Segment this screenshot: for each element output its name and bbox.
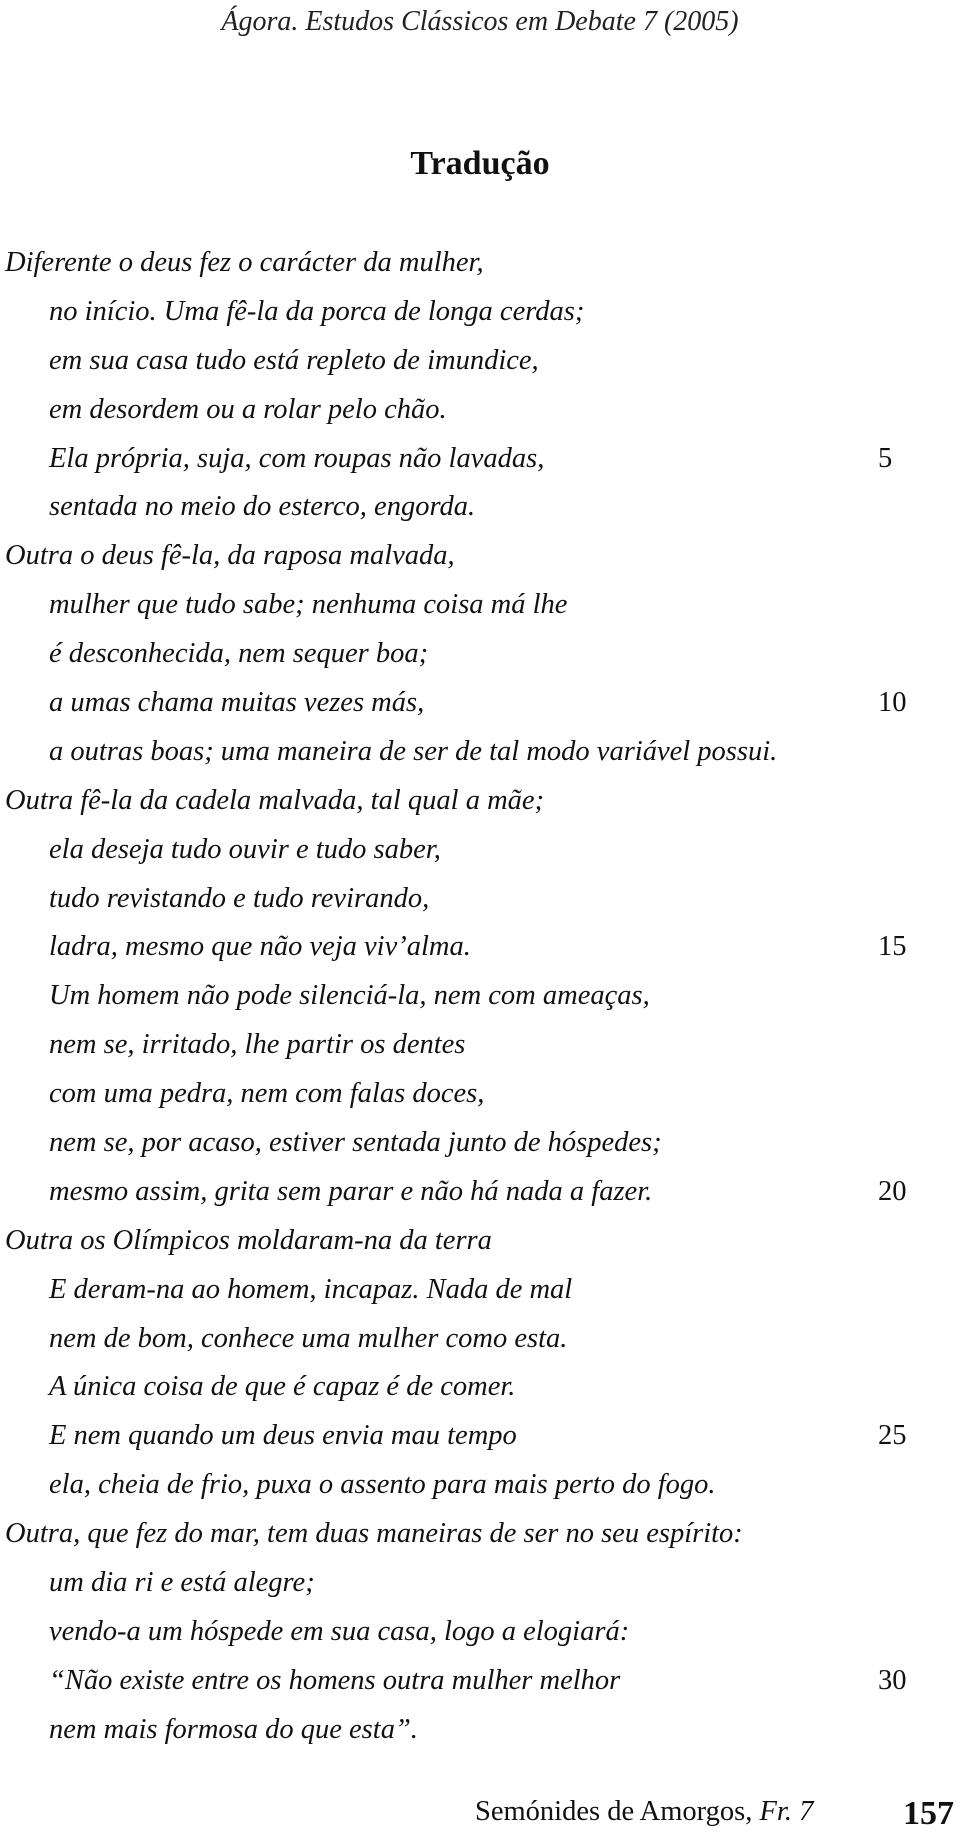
poem-line xyxy=(0,1168,960,1217)
line-number: 30 xyxy=(878,1664,907,1696)
poem-line-text: a outras boas; uma maneira de ser de tal modo variável possui. xyxy=(49,735,778,767)
poem-line-text: é desconhecida, nem sequer boa; xyxy=(49,638,429,670)
poem-line xyxy=(0,630,960,679)
poem-line xyxy=(0,923,960,972)
poem-line xyxy=(0,826,960,875)
line-number: 5 xyxy=(878,442,893,474)
page-title: Tradução xyxy=(410,145,550,182)
poem-body xyxy=(0,239,960,1755)
poem-line xyxy=(0,532,960,581)
poem-line-text: Outra os Olímpicos moldaram-na da terra xyxy=(5,1224,492,1256)
poem-line-text: sentada no meio do esterco, engorda. xyxy=(49,491,476,523)
journal-title: Ágora. Estudos Clássicos em Debate 7 (2005) xyxy=(221,6,739,37)
poem-line-text: tudo revistando e tudo revirando, xyxy=(49,882,430,914)
poem-line-text: mulher que tudo sabe; nenhuma coisa má lhe xyxy=(49,589,568,621)
poem-line-text: Outra fê-la da cadela malvada, tal qual a mãe; xyxy=(5,784,545,816)
poem-line-text: mesmo assim, grita sem parar e não há nada a fazer. xyxy=(49,1175,653,1207)
poem-line xyxy=(0,1559,960,1608)
footer-fragment: Fr. 7 xyxy=(759,1796,814,1827)
poem-line-text: Um homem não pode silenciá-la, nem com ameaças, xyxy=(49,980,650,1012)
poem-line-text: nem se, irritado, lhe partir os dentes xyxy=(49,1029,466,1061)
poem-line xyxy=(0,288,960,337)
poem-line-text: Outra, que fez do mar, tem duas maneiras de ser no seu espírito: xyxy=(5,1518,743,1550)
poem-line xyxy=(0,1608,960,1657)
poem-line xyxy=(0,581,960,630)
poem-line-text: ela deseja tudo ouvir e tudo saber, xyxy=(49,833,441,865)
poem-line xyxy=(0,337,960,386)
poem-line-text: vendo-a um hóspede em sua casa, logo a elogiará: xyxy=(49,1615,630,1647)
poem-line-text: Ela própria, suja, com roupas não lavadas, xyxy=(49,442,545,474)
poem-line xyxy=(0,1119,960,1168)
poem-line-text: Outra o deus fê-la, da raposa malvada, xyxy=(5,540,455,572)
poem-line-text: E deram-na ao homem, incapaz. Nada de mal xyxy=(49,1273,573,1305)
poem-line-text: ladra, mesmo que não veja viv’alma. xyxy=(49,931,471,963)
poem-line-text: nem mais formosa do que esta”. xyxy=(49,1713,418,1745)
poem-line-text: nem de bom, conhece uma mulher como esta. xyxy=(49,1322,568,1354)
poem-line xyxy=(0,1363,960,1412)
poem-line xyxy=(0,483,960,532)
poem-line xyxy=(0,1021,960,1070)
poem-line-text: com uma pedra, nem com falas doces, xyxy=(49,1078,485,1110)
poem-line-text: Diferente o deus fez o carácter da mulher, xyxy=(5,247,484,278)
poem-line-text: a umas chama muitas vezes más, xyxy=(49,687,425,719)
footer-citation xyxy=(475,1792,813,1832)
poem-line xyxy=(0,239,960,288)
poem-line-text: em sua casa tudo está repleto de imundice, xyxy=(49,344,539,376)
poem-line xyxy=(0,435,960,484)
poem-line xyxy=(0,875,960,924)
poem-line xyxy=(0,1706,960,1755)
poem-line xyxy=(0,1217,960,1266)
poem-line xyxy=(0,386,960,435)
footer-author: Semónides de Amorgos, xyxy=(475,1796,760,1827)
page-footer xyxy=(0,1790,960,1834)
poem-line xyxy=(0,1657,960,1706)
page-number: 157 xyxy=(903,1795,954,1832)
poem-line xyxy=(0,1266,960,1315)
line-number: 10 xyxy=(878,687,907,719)
line-number: 20 xyxy=(878,1175,907,1207)
running-header xyxy=(0,2,960,42)
poem-line xyxy=(0,728,960,777)
poem-line-text: E nem quando um deus envia mau tempo xyxy=(49,1420,517,1452)
poem-line-text: A única coisa de que é capaz é de comer. xyxy=(49,1371,516,1403)
poem-line xyxy=(0,1070,960,1119)
poem-line xyxy=(0,679,960,728)
poem-line xyxy=(0,1461,960,1510)
poem-line-text: no início. Uma fê-la da porca de longa cerdas; xyxy=(49,295,585,327)
poem-line-text: um dia ri e está alegre; xyxy=(49,1567,315,1599)
poem-line-text: em desordem ou a rolar pelo chão. xyxy=(49,393,447,425)
line-number: 25 xyxy=(878,1420,907,1452)
poem-line xyxy=(0,777,960,826)
line-number: 15 xyxy=(878,931,907,963)
poem-line xyxy=(0,1510,960,1559)
poem-line xyxy=(0,972,960,1021)
poem-line-text: “Não existe entre os homens outra mulher melhor xyxy=(49,1664,621,1696)
poem-line xyxy=(0,1412,960,1461)
poem-line-text: ela, cheia de frio, puxa o assento para mais perto do fogo. xyxy=(49,1469,716,1501)
poem-line xyxy=(0,1315,960,1364)
poem-line-text: nem se, por acaso, estiver sentada junto de hóspedes; xyxy=(49,1127,662,1159)
